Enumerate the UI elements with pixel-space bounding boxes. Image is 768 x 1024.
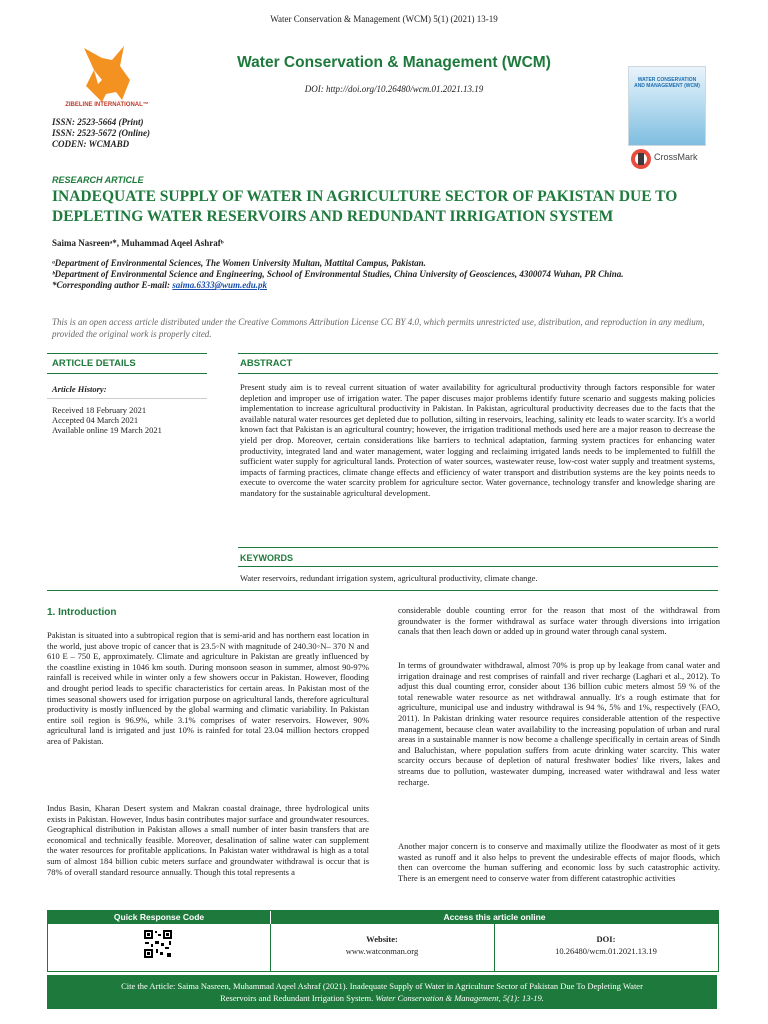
divider [47,373,207,374]
received-date: Received 18 February 2021 [52,405,147,415]
issn-block [52,117,150,150]
affiliation-b: ᵇDepartment of Environmental Science and Engineering, School of Environmental Studies, China University of Geosciences, 4300074 Wuhan, PR China. [52,269,624,279]
affiliation-a: ᵃDepartment of Environmental Sciences, The Women University Multan, Mattital Campus, Pakistan. [52,258,426,268]
crossmark-icon [630,148,652,170]
corresponding-label: *Corresponding author E-mail: [52,280,173,290]
citation-journal: Water Conservation & Management, 5(1): 13-19. [375,993,544,1003]
corresponding-email-link[interactable]: saima.6333@wum.edu.pk [172,280,268,290]
access-box-header [48,911,718,924]
citation-text [102,980,662,1004]
abstract-text: Present study aim is to reveal current situation of water availability for agricultural productivity through factors responsible for water depletion and improper use of irrigation water. The paper discuses major problems identify future scenario and suggests making policies implementation to increase agricultural productivity in Pakistan. In Pakistan, agricultural productivity decreases due to the facts that the available natural water resources get depleted due to pollution, silting in reservoirs, leaching, salinity etc leads to water scarcity. It's a world known fact that Pakistan is an agricultural country; however, the irrigation traditional methods used here are a major reason to decrease the yield per drop. Moreover, certain considerations like barriers to technical adaptation, farming system practices for enhancing water productivity, integrated land and water management, water logging and reclaiming irrigated lands needs to be implemented to fulfill the sufficient water supply for agricultural lands. Protection of water sources, wastewater reuse, low-cost water supply and treatment systems, impacts of farming practices, climate change effects and efficiency of water transport and distribution systems are the key points needs to execute to overcome the water scarcity problem for agriculture sector. Water governance, technology transfer and knowledge sharing are mandatory for the sustainable agricultural development. [240,382,715,498]
article-type: RESEARCH ARTICLE [52,175,144,185]
doi-link[interactable]: 10.26480/wcm.01.2021.13.19 [555,946,657,956]
keywords: Water reservoirs, redundant irrigation system, agricultural productivity, climate change. [240,573,538,583]
article-history-label: Article History: [52,384,107,394]
abstract-heading: ABSTRACT [240,358,293,369]
author-list: Saima Nasreenᵃ*, Muhammad Aqeel Ashrafᵇ [52,238,224,248]
keywords-heading: KEYWORDS [240,553,294,563]
qr-code-icon[interactable] [143,929,173,959]
journal-title: Water Conservation & Management (WCM) [237,54,551,71]
divider [47,398,207,399]
coden: CODEN: WCMABD [52,139,130,149]
crossmark-label: CrossMark [654,152,698,162]
divider [238,373,718,374]
publisher-logo [65,40,149,118]
article-title: INADEQUATE SUPPLY OF WATER IN AGRICULTURE SECTOR OF PAKISTAN DUE TO DEPLETING WATER RESERVOIRS AND REDUNDANT IRRIGATION SYSTEM [52,188,678,225]
divider [47,353,207,354]
website-link[interactable]: www.watconman.org [345,946,419,956]
website-info [270,933,494,957]
paragraph: Pakistan is situated into a subtropical region that is semi-arid and has northern east location in the world, just above tropic of cancer that is 23.5◦N with magnitude of 240.30◦N– 370 N and 610 E – 750 E, approximately. Climate and agriculture in Pakistan are greatly influenced by the coastline existing in 1046 km south. During monsoon season in summer, almost 90-97% rainfall is received while in winter only a few showers occur in Pakistan. However, flooding and drought period leads to specific characteristics for certain areas. In Pakistan most of the times seasonal showers used for irrigation purpose on agricultural lands, therefore agricultural productivity is mostly influenced by the global warming and climatic variability. In Pakistan entire soil region is 96.9%, while 3.1% comprises of water reservoirs. However, 90% agricultural land is irrigated and just 10% is rainfed for total 23.04 million hectors cropped area of Pakistan. [47,630,369,746]
affiliations [52,258,722,291]
issn-print: ISSN: 2523-5664 (Print) [52,117,144,127]
journal-doi[interactable]: DOI: http://doi.org/10.26480/wcm.01.2021.13.19 [304,84,484,94]
cover-title: WATER CONSERVATION AND MANAGEMENT (WCM) [634,77,700,89]
article-history [52,405,162,435]
journal-cover [628,66,706,146]
license-note: This is an open access article distributed under the Creative Commons Attribution License CC BY 4.0, which permits unrestricted use, distribution, and reproduction in any medium, provided the original work is properly cited. [52,317,705,339]
divider [238,547,718,548]
website-label: Website: [366,934,398,944]
citation-box [47,975,717,1009]
doi-info [494,933,718,957]
citation-prefix: Cite the Article: Saima Nasreen, Muhammad Aqeel Ashraf (2021). Inadequate Supply of Water in Agriculture Sector of Pakistan Due To Depleting Water Reservoirs and Redundant Irrigation System. [121,981,643,1003]
paragraph: considerable double counting error for the reason that most of the withdrawal from groundwater is the former withdrawal as surface water through diversions into irrigation canals that then leach down or added up in ground water through canal system. [398,605,720,637]
paragraph: Indus Basin, Kharan Desert system and Makran coastal drainage, three hydrological units exists in Pakistan. However, Indus basin contributes major surface and groundwater resources. Geographical distribution in Pakistan allows a small number of inter basin transfers that are economical and technically feasible. Moreover, desalination of saline water can supplement the water resources for profitable applications. In Pakistan water withdrawal is high as a total sum of almost 184 billion cubic meters surface and groundwater withdrawal is occur that is 78% of overall standard resource annually. Though this total represents a [47,803,369,877]
running-header: Water Conservation & Management (WCM) 5(1) (2021) 13-19 [270,14,498,24]
publisher-name: ZIBELINE INTERNATIONAL™ [65,102,149,108]
paragraph: Another major concern is to conserve and maximally utilize the floodwater as most of it gets wasted as runoff and it also helps to prevent the undesirable effects of major floods, which then can overcome the human suffering and economic loss by such catastrophic activity. There is an emergent need to conserve water from different catastrophic activities [398,841,720,883]
accepted-date: Accepted 04 March 2021 [52,415,139,425]
section-heading-introduction: 1. Introduction [47,607,117,618]
corresponding-author [52,280,722,291]
qr-heading: Quick Response Code [48,911,271,924]
access-heading: Access this article online [271,911,718,924]
doi-label: DOI: [596,934,616,944]
paragraph: In terms of groundwater withdrawal, almost 70% is prop up by leakage from canal water and irrigation drainage and rest comprises of rainfall and river recharge (Laghari et al., 2012). To adjust this dual counting error, consider about 136 billion cubic meters almost 59 % of the total renewable water resource as net withdrawal annually. It's a rough estimate that for agriculture, municipal use and industry withdrawal is 94 %, 5% and 1%, respectively (FAO, 2011). In Pakistan drinking water resource requires considerable attention of the respective management, because clean water availability to the increasing population of urban and rural areas in a sustainable manner is now become a challenge specifically in certain areas of Sindh and Baluchistan, where population suffers from acute drinking water scarcity. This water scarcity occurs because of depletion of natural freshwater bodies' like rivers, lakes and streams due to pollution, wastewater dumping, increased water withdrawal and less water recharge. [398,660,720,787]
divider [238,566,718,567]
divider [238,353,718,354]
online-date: Available online 19 March 2021 [52,425,162,435]
issn-online: ISSN: 2523-5672 (Online) [52,128,151,138]
divider [47,590,718,591]
crossmark-badge[interactable] [630,147,710,171]
article-details-heading: ARTICLE DETAILS [52,358,136,369]
